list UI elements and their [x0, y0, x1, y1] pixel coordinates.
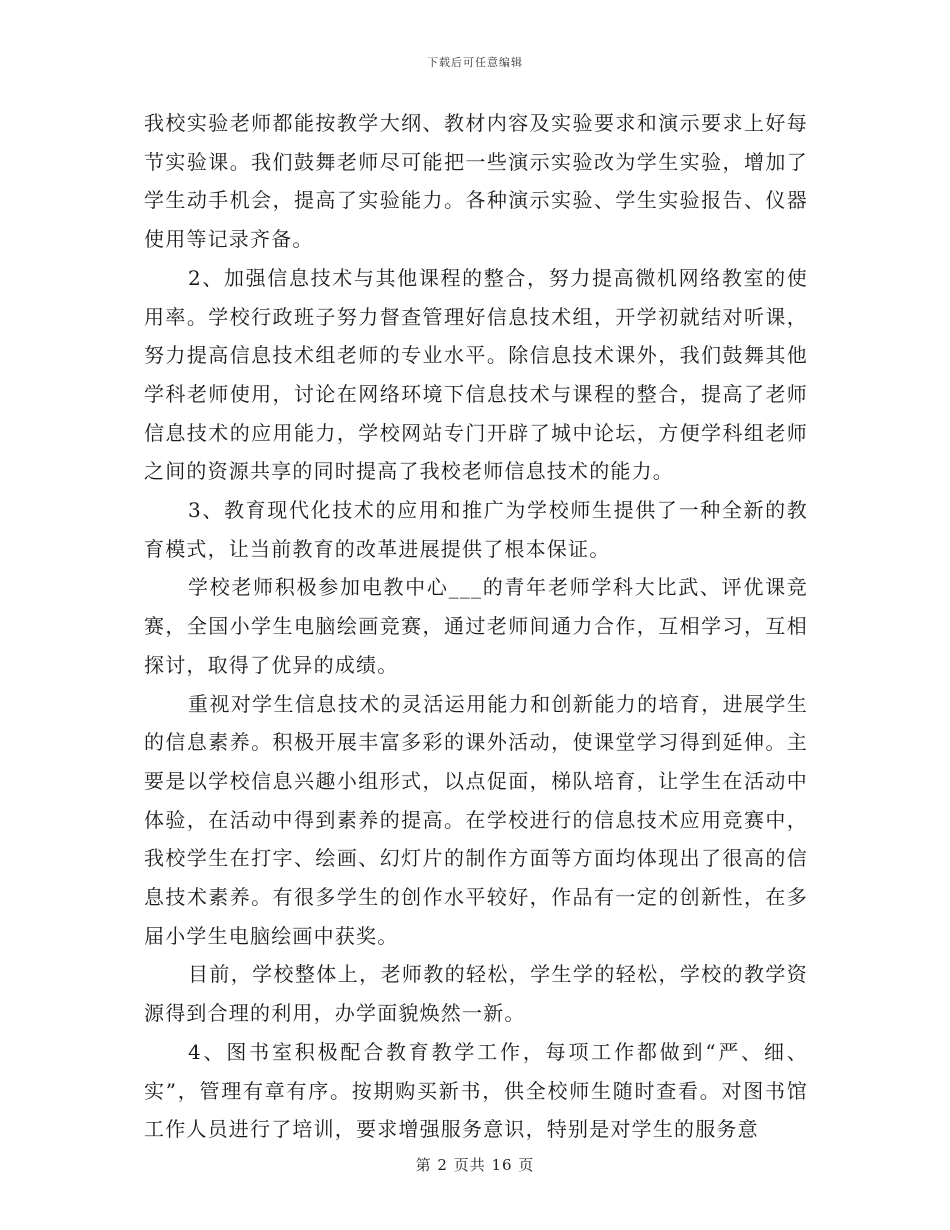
- page-header: [0, 54, 950, 70]
- paragraph-7: 4、图书室积极配合教育教学工作，每项工作都做到“严、细、实”，管理有章有序。按期购买新书，供全校师生随时查看。对图书馆工作人员进行了培训，要求增强服务意识，特别是对学生的服务意: [144, 1039, 808, 1142]
- page-number: 第 2 页共 16 页: [415, 1156, 535, 1174]
- paragraph-5: 重视对学生信息技术的灵活运用能力和创新能力的培育，进展学生的信息素养。积极开展丰富多彩的课外活动，使课堂学习得到延伸。主要是以学校信息兴趣小组形式，以点促面，梯队培育，让学生在活动中体验，在活动中得到素养的提高。在学校进行的信息技术应用竞赛中，我校学生在打字、绘画、幻灯片的制作方面等方面均体现出了很高的信息技术素养。有很多学生的创作水平较好，作品有一定的创新性，在多届小学生电脑绘画中获奖。: [144, 691, 808, 948]
- paragraph-3: 3、教育现代化技术的应用和推广为学校师生提供了一种全新的教育模式，让当前教育的改革进展提供了根本保证。: [144, 498, 808, 561]
- paragraph-4: 学校老师积极参加电教中心___的青年老师学科大比武、评优课竞赛，全国小学生电脑绘画竞赛，通过老师间通力合作，互相学习，互相探讨，取得了优异的成绩。: [144, 575, 808, 677]
- header-note: 下载后可任意编辑: [427, 56, 523, 69]
- paragraph-2: 2、加强信息技术与其他课程的整合，努力提高微机网络教室的使用率。学校行政班子努力督查管理好信息技术组，开学初就结对听课，努力提高信息技术组老师的专业水平。除信息技术课外，我们鼓舞其他学科老师使用，讨论在网络环境下信息技术与课程的整合，提高了老师信息技术的应用能力，学校网站专门开辟了城中论坛，方便学科组老师之间的资源共享的同时提高了我校老师信息技术的能力。: [144, 265, 808, 484]
- page-footer: [0, 1154, 950, 1175]
- document-body: [144, 104, 808, 1149]
- paragraph-6: 目前，学校整体上，老师教的轻松，学生学的轻松，学校的教学资源得到合理的利用，办学面貌焕然一新。: [144, 962, 808, 1026]
- paragraph-1: 我校实验老师都能按教学大纲、教材内容及实验要求和演示要求上好每节实验课。我们鼓舞老师尽可能把一些演示实验改为学生实验，增加了学生动手机会，提高了实验能力。各种演示实验、学生实验报告、仪器使用等记录齐备。: [144, 111, 808, 252]
